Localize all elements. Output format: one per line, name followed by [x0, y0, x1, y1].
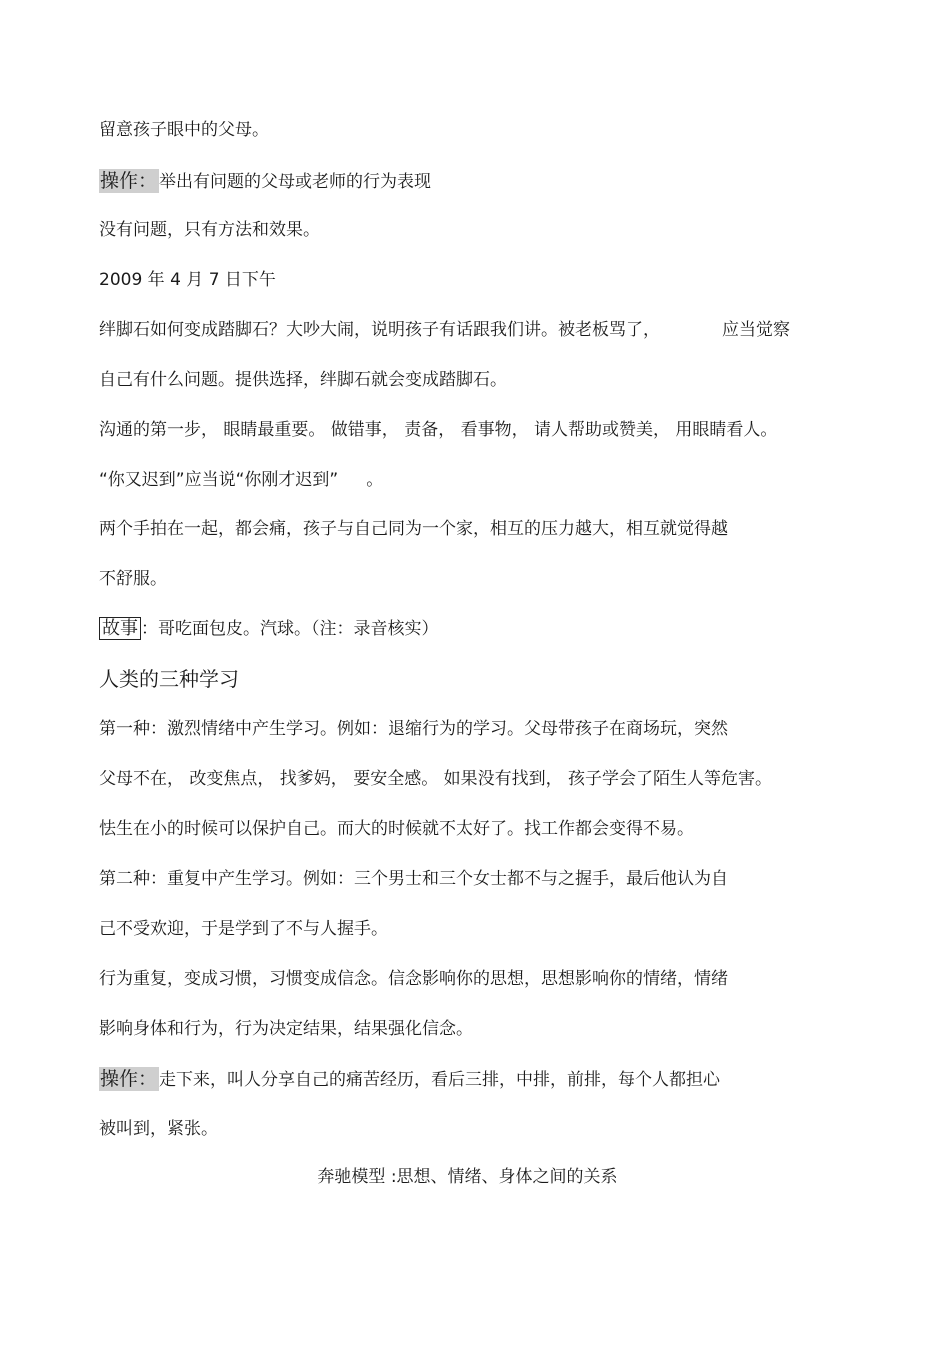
text-line: 两个手拍在一起，都会痛，孩子与自己同为一个家，相互的压力越大，相互就觉得越 [99, 519, 728, 539]
operation-label: 操作： [100, 1068, 158, 1090]
section-heading: 人类的三种学习 [99, 667, 239, 691]
text-line: 不舒服。 [99, 569, 167, 589]
text-line: 留意孩子眼中的父母。 [99, 120, 269, 140]
text-line: 己不受欢迎，于是学到了不与人握手。 [99, 919, 388, 939]
text-line: 操作： 举出有问题的父母或老师的行为表现 [100, 170, 432, 192]
text-line: 绊脚石如何变成踏脚石？大吵大闹，说明孩子有话跟我们讲。被老板骂了， 应当觉察 [99, 320, 790, 340]
text-line: 第二种：重复中产生学习。例如：三个男士和三个女士都不与之握手，最后他认为自 [99, 869, 728, 889]
text-line: 行为重复，变成习惯，习惯变成信念。信念影响你的思想，思想影响你的情绪，情绪 [99, 969, 728, 989]
date-line: 2009 年 4 月 7 日下午 [99, 270, 276, 290]
text-line: 沟通的第一步， 眼睛最重要。 做错事， 责备， 看事物， 请人帮助或赞美， 用眼睛看人。 [99, 420, 778, 440]
text-line: “你又迟到”应当说“你刚才迟到” 。 [99, 470, 384, 490]
text-line: 故事 ：哥吃面包皮。汽球。（注：录音核实） [99, 618, 439, 640]
text-line: 影响身体和行为，行为决定结果，结果强化信念。 [99, 1019, 473, 1039]
text-line: 被叫到，紧张。 [99, 1119, 218, 1139]
model-caption: 奔驰模型 :思想、情绪、身体之间的关系 [317, 1167, 618, 1187]
text-line: 没有问题，只有方法和效果。 [99, 220, 320, 240]
text-line: 第一种：激烈情绪中产生学习。例如：退缩行为的学习。父母带孩子在商场玩，突然 [99, 719, 728, 739]
story-label: 故事 [99, 617, 141, 640]
text-line: 操作： 走下来，叫人分享自己的痛苦经历，看后三排，中排，前排，每个人都担心 [100, 1068, 721, 1090]
text-line: 自己有什么问题。提供选择，绊脚石就会变成踏脚石。 [99, 370, 507, 390]
operation-label: 操作： [100, 170, 158, 192]
text-line: 怯生在小的时候可以保护自己。而大的时候就不太好了。找工作都会变得不易。 [99, 819, 694, 839]
text-line: 父母不在， 改变焦点， 找爹妈， 要安全感。 如果没有找到， 孩子学会了陌生人等危害。 [99, 769, 773, 789]
